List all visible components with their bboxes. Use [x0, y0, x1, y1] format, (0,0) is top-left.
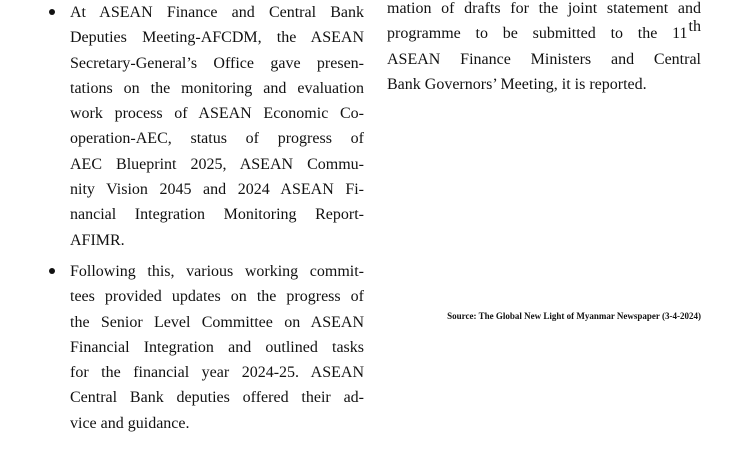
paragraph-line-with-superscript	[387, 18, 701, 46]
paragraph-line: for the financial year 2024-25. ASEAN	[70, 364, 364, 382]
bullet-item-working-committees	[70, 259, 364, 436]
paragraph-line: Following this, various working commit-	[70, 262, 364, 280]
paragraph-line: operation-AEC, status of progress of	[70, 130, 364, 148]
paragraph-line: Bank Governors’ Meeting, it is reported.	[387, 75, 647, 93]
paragraph-line: AFIMR.	[70, 231, 125, 249]
paragraph-line: At ASEAN Finance and Central Bank	[70, 4, 364, 21]
paragraph-line: AEC Blueprint 2025, ASEAN Commu-	[70, 155, 364, 173]
bullet-paragraph	[70, 0, 364, 253]
paragraph-line: nity Vision 2045 and 2024 ASEAN Fi-	[70, 181, 364, 199]
right-paragraph	[387, 0, 701, 97]
paragraph-line: ASEAN Finance Ministers and Central	[387, 50, 701, 68]
ordinal-superscript: th	[688, 18, 701, 36]
paragraph-line: Secretary-General’s Office gave presen-	[70, 54, 364, 72]
bullet-dot-icon	[49, 9, 55, 15]
paragraph-line: tees provided updates on the progress of	[70, 288, 364, 306]
bullet-item-afcdm-presentations	[70, 0, 364, 253]
paragraph-line-text: programme to be submitted to the 11	[387, 25, 688, 43]
paragraph-line: Deputies Meeting-AFCDM, the ASEAN	[70, 29, 364, 47]
paragraph-line: nancial Integration Monitoring Report-	[70, 206, 364, 224]
bullet-paragraph	[70, 259, 364, 436]
bullet-list	[70, 0, 364, 436]
right-column	[387, 0, 701, 97]
paragraph-line: vice and guidance.	[70, 414, 190, 432]
bullet-dot-icon	[49, 268, 55, 274]
paragraph-line: the Senior Level Committee on ASEAN	[70, 313, 364, 331]
paragraph-line: tations on the monitoring and evaluation	[70, 79, 364, 97]
paragraph-line: work process of ASEAN Economic Co-	[70, 105, 364, 123]
left-column	[70, 0, 364, 442]
paragraph-line: Financial Integration and outlined tasks	[70, 338, 364, 356]
source-citation: Source: The Global New Light of Myanmar Newspaper (3-4-2024)	[447, 311, 701, 321]
paragraph-line: Central Bank deputies offered their ad-	[70, 389, 364, 407]
paragraph-line: mation of drafts for the joint statement and	[387, 0, 701, 17]
